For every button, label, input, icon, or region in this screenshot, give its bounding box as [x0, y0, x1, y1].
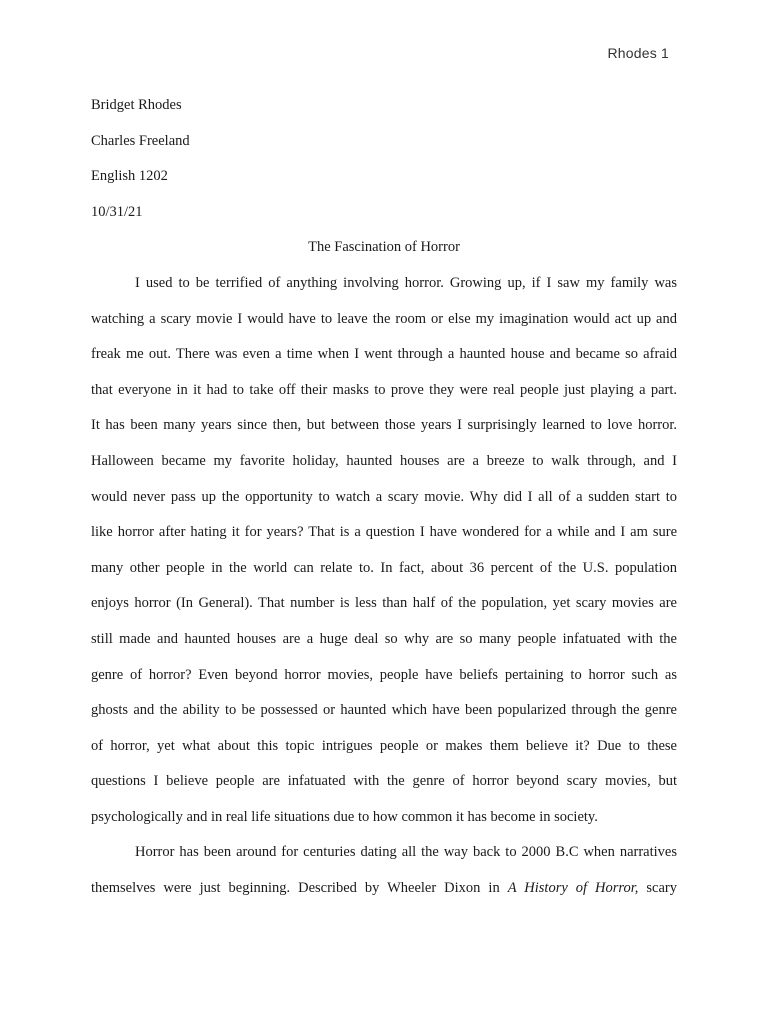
paragraph-line: Halloween became my favorite holiday, haunted houses are a breeze to walk through, and I — [91, 452, 677, 469]
paragraph-line: questions I believe people are infatuated with the genre of horror beyond scary movies, but — [91, 773, 677, 790]
book-title: A History of Horror, — [507, 880, 639, 897]
instructor-name: Charles Freeland — [91, 132, 190, 149]
paragraph-line: genre of horror? Even beyond horror movies, people have beliefs pertaining to horror such as — [91, 666, 677, 683]
paragraph-2 — [91, 835, 677, 906]
paragraph-line: psychologically and in real life situations due to how common it has become in society. — [91, 808, 598, 825]
paragraph-line: of horror, yet what about this topic intrigues people or makes them believe it? Due to these — [91, 737, 677, 754]
paragraph-line — [91, 871, 677, 907]
paragraph-line: freak me out. There was even a time when I went through a haunted house and became so afraid — [91, 346, 677, 363]
paragraph-line: would never pass up the opportunity to watch a scary movie. Why did I all of a sudden start to — [91, 488, 677, 505]
course-name: English 1202 — [91, 168, 168, 185]
running-header: Rhodes 1 — [607, 45, 669, 61]
author-name: Bridget Rhodes — [91, 97, 182, 113]
paragraph-line: that everyone in it had to take off their masks to prove they were real people just playing a part. — [91, 381, 677, 398]
text-run: themselves were just beginning. Described by Wheeler Dixon in — [91, 880, 508, 897]
paragraph-line: enjoys horror (In General). That number is less than half of the population, yet scary movies are — [91, 595, 677, 612]
paragraph-line: like horror after hating it for years? That is a question I have wondered for a while and I am sure — [91, 524, 677, 541]
essay-date: 10/31/21 — [91, 203, 143, 220]
paragraph-line: watching a scary movie I would have to leave the room or else my imagination would act up and — [91, 310, 677, 327]
paragraph-line: I used to be terrified of anything involving horror. Growing up, if I saw my family was — [135, 274, 677, 291]
essay-title: The Fascination of Horror — [308, 239, 460, 256]
paragraph-1 — [91, 266, 677, 836]
paragraph-line: It has been many years since then, but between those years I surprisingly learned to love horror. — [91, 417, 677, 434]
paragraph-line: Horror has been around for centuries dating all the way back to 2000 B.C when narratives — [135, 844, 677, 861]
paragraph-line: many other people in the world can relate to. In fact, about 36 percent of the U.S. population — [91, 559, 677, 576]
paragraph-line: still made and haunted houses are a huge deal so why are so many people infatuated with the — [91, 630, 677, 647]
text-run: scary — [638, 880, 677, 897]
essay-body — [91, 88, 677, 907]
paragraph-line: ghosts and the ability to be possessed or haunted which have been popularized through the genre — [91, 702, 677, 719]
